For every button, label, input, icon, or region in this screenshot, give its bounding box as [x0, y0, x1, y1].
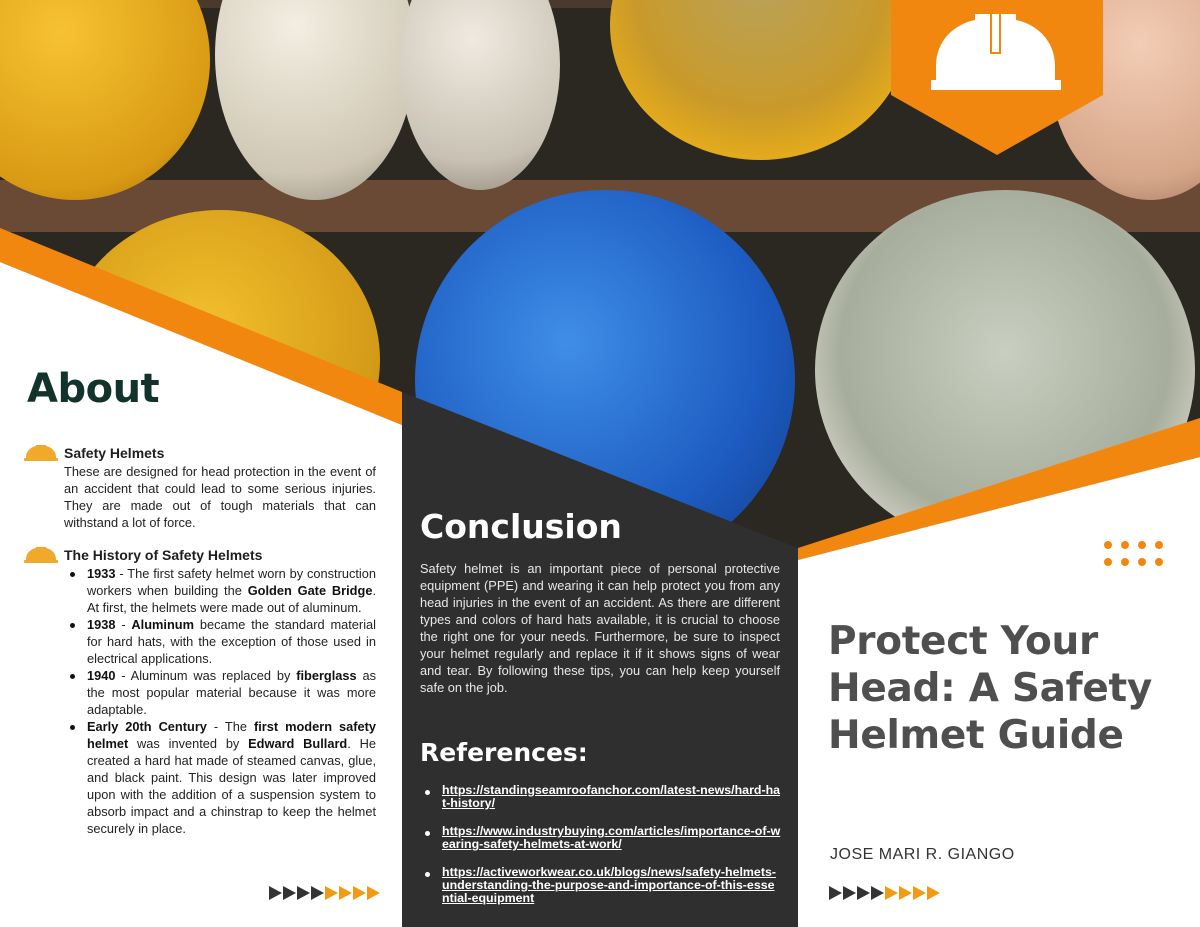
reference-link[interactable]: https://standingseamroofanchor.com/latest-news/hard-hat-history/ [442, 783, 781, 810]
list-item: 1933 - The first safety helmet worn by construction workers when building the Golden Gate Bridge. At first, the helmets were made out of aluminum. [64, 565, 376, 616]
references-list [420, 784, 782, 920]
cover-title: Protect Your Head: A Safety Helmet Guide [828, 619, 1152, 758]
safety-helmets-heading [24, 444, 376, 462]
list-item: 1938 - Aluminum became the standard material for hard hats, with the exception of those used in electrical applications. [64, 616, 376, 667]
history-heading [24, 546, 376, 564]
history-list [64, 565, 376, 837]
section-title: The History of Safety Helmets [64, 547, 263, 563]
list-item [420, 784, 782, 810]
section-title: Safety Helmets [64, 445, 165, 461]
arrow-chevrons-icon [269, 886, 380, 900]
list-item [420, 866, 782, 905]
author-name: JOSE MARI R. GIANGO [830, 846, 1015, 863]
safety-helmets-text: These are designed for head protection in the event of an accident that could lead to some serious injuries. They are made out of tough materials that can withstand a lot of force. [64, 464, 376, 530]
hard-hat-icon [24, 547, 58, 563]
arrow-chevrons-icon [829, 886, 940, 900]
hard-hat-badge [891, 0, 1103, 155]
list-item: Early 20th Century - The first modern safety helmet was invented by Edward Bullard. He created a hard hat made of steamed canvas, glue, and black paint. This design was later improved upon with the addition of a suspension system to absorb impact and a chinstrap to keep the helmet securely in place. [64, 718, 376, 837]
about-title: About [27, 366, 160, 412]
list-item: 1940 - Aluminum was replaced by fiberglass as the most popular material because it was more adaptable. [64, 667, 376, 718]
references-title: References: [420, 738, 588, 767]
dot-grid-icon [1104, 541, 1163, 566]
reference-link[interactable]: https://www.industrybuying.com/articles/importance-of-wearing-safety-helmets-at-work/ [442, 824, 781, 851]
conclusion-text: Safety helmet is an important piece of personal protective equipment (PPE) and wearing it can help protect you from any head injuries in the event of an accident. As there are different types and colors of hard hats available, it is crucial to choose the right one for your needs. Furthermore, be sure to inspect your helmet regularly and replace it if it shows signs of wear and tear. By following these tips, you can help keep yourself safe on the job. [420, 561, 780, 695]
hard-hat-icon [24, 445, 58, 461]
list-item [420, 825, 782, 851]
reference-link[interactable]: https://activeworkwear.co.uk/blogs/news/safety-helmets-understanding-the-purpose-and-importance-of-this-essential-equipment [442, 865, 776, 905]
conclusion-title: Conclusion [420, 507, 622, 546]
